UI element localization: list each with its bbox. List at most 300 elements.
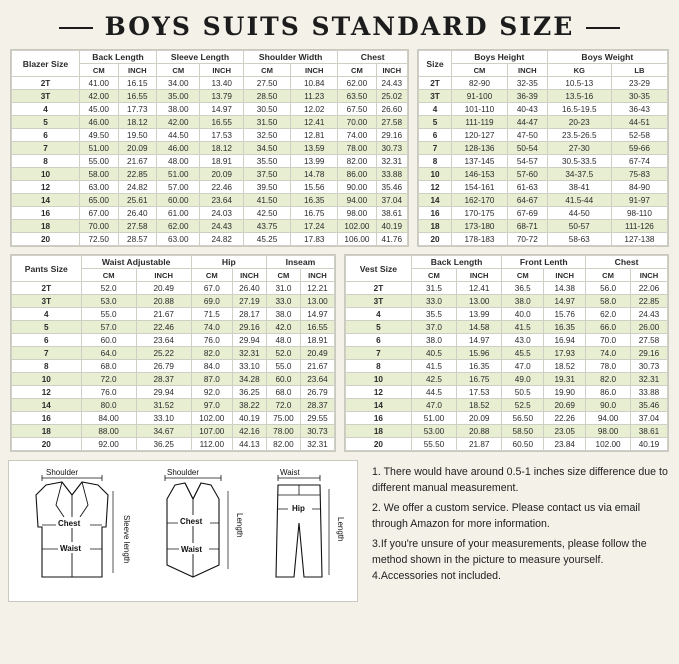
jacket-chest-label: Chest <box>57 519 80 528</box>
table-row <box>419 77 668 90</box>
measure-cell: 87.0 <box>191 373 232 386</box>
size-cell: 7 <box>12 142 80 155</box>
measure-cell: 58-63 <box>547 233 611 246</box>
measure-cell: 38.61 <box>376 207 408 220</box>
measure-cell: 52.0 <box>81 282 136 295</box>
measure-cell: 24.82 <box>118 181 157 194</box>
measure-cell: 65.00 <box>80 194 119 207</box>
measure-cell: 32.31 <box>300 438 334 451</box>
measure-cell: 34.28 <box>232 373 266 386</box>
size-cell: 3T <box>346 295 412 308</box>
measure-cell: 40.19 <box>376 220 408 233</box>
table-row <box>419 181 668 194</box>
measure-cell: 91-97 <box>611 194 667 207</box>
measure-cell: 20.09 <box>200 168 243 181</box>
measure-cell: 35.46 <box>630 399 667 412</box>
measure-cell: 14.38 <box>544 282 586 295</box>
unit-kg: KG <box>547 64 611 77</box>
measure-cell: 13.59 <box>291 142 338 155</box>
measure-cell: 112.00 <box>191 438 232 451</box>
measure-cell: 154-161 <box>451 181 507 194</box>
measure-cell: 84.0 <box>191 360 232 373</box>
measure-cell: 32.31 <box>376 155 408 168</box>
measure-cell: 36.25 <box>232 386 266 399</box>
measure-cell: 29.94 <box>232 334 266 347</box>
measure-cell: 19.90 <box>544 386 586 399</box>
measure-cell: 13.79 <box>200 90 243 103</box>
measure-cell: 92.00 <box>81 438 136 451</box>
pants-length-label: Length <box>336 517 346 542</box>
measure-cell: 20.09 <box>457 412 502 425</box>
measure-cell: 28.37 <box>136 373 191 386</box>
size-cell: 18 <box>346 425 412 438</box>
measure-cell: 76.0 <box>191 334 232 347</box>
unit-cm: CM <box>502 269 544 282</box>
table-row <box>12 155 408 168</box>
pants-table-block <box>10 254 336 452</box>
measure-cell: 51.00 <box>157 168 200 181</box>
measure-cell: 19.31 <box>544 373 586 386</box>
size-cell: 8 <box>346 360 412 373</box>
measure-cell: 27.19 <box>232 295 266 308</box>
measure-cell: 52.0 <box>266 347 300 360</box>
measure-cell: 41.00 <box>80 77 119 90</box>
hw-col-size: Size <box>419 51 452 77</box>
measure-cell: 74.00 <box>338 129 376 142</box>
measure-cell: 42.16 <box>232 425 266 438</box>
measure-cell: 34-37.5 <box>547 168 611 181</box>
measure-cell: 90.0 <box>586 399 631 412</box>
table-row <box>419 220 668 233</box>
measure-cell: 32.31 <box>232 347 266 360</box>
measure-cell: 20.09 <box>118 142 157 155</box>
measure-cell: 23.05 <box>544 425 586 438</box>
measure-cell: 75.00 <box>266 412 300 425</box>
measure-cell: 16.75 <box>457 373 502 386</box>
size-cell: 12 <box>346 386 412 399</box>
measure-cell: 30.50 <box>243 103 290 116</box>
blazer-col-shoulder-width: Shoulder Width <box>243 51 337 64</box>
size-cell: 6 <box>346 334 412 347</box>
pants-hip-label: Hip <box>292 504 306 513</box>
size-cell: 7 <box>346 347 412 360</box>
measure-cell: 98.00 <box>586 425 631 438</box>
table-row <box>12 295 335 308</box>
measure-cell: 58.50 <box>502 425 544 438</box>
measure-cell: 13.00 <box>300 295 334 308</box>
measure-cell: 51.00 <box>411 412 456 425</box>
measure-cell: 94.00 <box>338 194 376 207</box>
size-cell: 8 <box>12 360 82 373</box>
measure-cell: 32.50 <box>243 129 290 142</box>
measure-cell: 162-170 <box>451 194 507 207</box>
measure-cell: 106.00 <box>338 233 376 246</box>
measure-cell: 16.5-19.5 <box>547 103 611 116</box>
measure-cell: 86.00 <box>338 168 376 181</box>
size-cell: 12 <box>12 386 82 399</box>
measure-cell: 82-90 <box>451 77 507 90</box>
table-row <box>12 207 408 220</box>
measure-cell: 64-67 <box>508 194 548 207</box>
measure-cell: 76.0 <box>81 386 136 399</box>
measure-cell: 30.73 <box>300 425 334 438</box>
unit-cm: CM <box>411 269 456 282</box>
table-row <box>419 194 668 207</box>
measure-cell: 31.0 <box>266 282 300 295</box>
blazer-col-back-length: Back Length <box>80 51 157 64</box>
size-cell: 20 <box>346 438 412 451</box>
table-row <box>12 399 335 412</box>
measure-cell: 102.00 <box>191 412 232 425</box>
measure-cell: 23.64 <box>200 194 243 207</box>
measure-cell: 34.50 <box>243 142 290 155</box>
measure-cell: 30.73 <box>376 142 408 155</box>
measure-cell: 92.0 <box>191 386 232 399</box>
size-cell: 12 <box>12 181 80 194</box>
table-row <box>419 90 668 103</box>
measure-cell: 26.79 <box>136 360 191 373</box>
measure-cell: 101-110 <box>451 103 507 116</box>
measure-cell: 24.43 <box>376 77 408 90</box>
measure-cell: 45.5 <box>502 347 544 360</box>
measure-cell: 18.52 <box>457 399 502 412</box>
page-title: BOYS SUITS STANDARD SIZE <box>104 12 575 41</box>
measure-cell: 58.00 <box>80 168 119 181</box>
measure-cell: 16.35 <box>544 321 586 334</box>
vest-col-back-length: Back Length <box>411 256 501 269</box>
table-header-row <box>419 51 668 64</box>
measure-cell: 67-74 <box>611 155 667 168</box>
unit-inch: INCH <box>300 269 334 282</box>
measure-cell: 42.00 <box>80 90 119 103</box>
measure-cell: 21.67 <box>136 308 191 321</box>
measure-cell: 35.5 <box>411 308 456 321</box>
size-cell: 20 <box>419 233 452 246</box>
measure-cell: 35.46 <box>376 181 408 194</box>
measure-cell: 24.03 <box>200 207 243 220</box>
unit-inch: INCH <box>136 269 191 282</box>
table-row <box>346 438 668 451</box>
measure-cell: 46.00 <box>157 142 200 155</box>
size-cell: 14 <box>419 194 452 207</box>
unit-cm: CM <box>191 269 232 282</box>
measure-cell: 97.0 <box>191 399 232 412</box>
measure-cell: 20.88 <box>457 425 502 438</box>
size-cell: 5 <box>12 116 80 129</box>
blazer-col-size: Blazer Size <box>12 51 80 77</box>
measure-cell: 55.00 <box>80 155 119 168</box>
measure-cell: 17.73 <box>118 103 157 116</box>
size-cell: 3T <box>12 90 80 103</box>
measure-cell: 41.5-44 <box>547 194 611 207</box>
measure-cell: 44.13 <box>232 438 266 451</box>
measure-cell: 36.25 <box>136 438 191 451</box>
table-row <box>346 334 668 347</box>
size-cell: 4 <box>12 103 80 116</box>
size-cell: 14 <box>346 399 412 412</box>
table-row <box>346 386 668 399</box>
unit-inch: INCH <box>376 64 408 77</box>
table-header-row <box>12 256 335 269</box>
size-cell: 16 <box>346 412 412 425</box>
table-row <box>419 155 668 168</box>
note-1: 1. There would have around 0.5-1 inches size difference due to different manual measurement. <box>372 466 668 495</box>
size-cell: 10 <box>419 168 452 181</box>
measure-cell: 42.0 <box>266 321 300 334</box>
measure-cell: 58.0 <box>586 295 631 308</box>
vest-col-chest: Chest <box>586 256 668 269</box>
measure-cell: 59-66 <box>611 142 667 155</box>
measure-cell: 48.00 <box>157 155 200 168</box>
measure-cell: 50-57 <box>547 220 611 233</box>
measure-cell: 128-136 <box>451 142 507 155</box>
measure-cell: 18.12 <box>118 116 157 129</box>
page-title-wrap <box>8 6 671 49</box>
measure-cell: 22.85 <box>118 168 157 181</box>
height-weight-table-body <box>419 77 668 246</box>
measure-cell: 70.00 <box>80 220 119 233</box>
measure-cell: 29.16 <box>376 129 408 142</box>
measure-cell: 26.79 <box>300 386 334 399</box>
measure-cell: 67.0 <box>191 282 232 295</box>
measure-cell: 33.0 <box>266 295 300 308</box>
measure-cell: 45.25 <box>243 233 290 246</box>
measure-cell: 40.19 <box>630 438 667 451</box>
measure-cell: 17.53 <box>457 386 502 399</box>
unit-cm: CM <box>451 64 507 77</box>
table-row <box>12 129 408 142</box>
size-cell: 14 <box>12 194 80 207</box>
measure-cell: 25.22 <box>136 347 191 360</box>
measure-cell: 10.5-13 <box>547 77 611 90</box>
measure-cell: 29.16 <box>630 347 667 360</box>
measure-cell: 84-90 <box>611 181 667 194</box>
table-subheader-row <box>419 64 668 77</box>
size-cell: 18 <box>12 220 80 233</box>
size-cell: 5 <box>12 321 82 334</box>
measure-cell: 30.73 <box>630 360 667 373</box>
top-tables-row <box>10 49 669 247</box>
measure-cell: 26.40 <box>232 282 266 295</box>
size-cell: 4 <box>346 308 412 321</box>
measure-cell: 120-127 <box>451 129 507 142</box>
measure-cell: 72.50 <box>80 233 119 246</box>
tables-area <box>8 49 671 452</box>
size-cell: 16 <box>12 412 82 425</box>
measure-cell: 82.0 <box>586 373 631 386</box>
bottom-tables-row <box>10 254 669 452</box>
measure-cell: 61-63 <box>508 181 548 194</box>
measure-cell: 26.00 <box>630 321 667 334</box>
table-row <box>346 412 668 425</box>
size-cell: 2T <box>346 282 412 295</box>
measure-cell: 14.97 <box>457 334 502 347</box>
measure-cell: 23-29 <box>611 77 667 90</box>
measure-cell: 57-60 <box>508 168 548 181</box>
measure-cell: 70-72 <box>508 233 548 246</box>
measure-cell: 17.24 <box>291 220 338 233</box>
pants-size-table <box>11 255 335 451</box>
table-row <box>12 425 335 438</box>
measure-cell: 63.50 <box>338 90 376 103</box>
measure-cell: 22.46 <box>136 321 191 334</box>
measure-cell: 62.00 <box>338 77 376 90</box>
measure-cell: 42.50 <box>243 207 290 220</box>
measure-cell: 44-50 <box>547 207 611 220</box>
measure-cell: 82.00 <box>338 155 376 168</box>
measure-cell: 19.50 <box>118 129 157 142</box>
table-row <box>346 399 668 412</box>
size-cell: 7 <box>419 142 452 155</box>
measure-cell: 41.50 <box>243 194 290 207</box>
measure-cell: 22.85 <box>630 295 667 308</box>
measure-cell: 38.00 <box>157 103 200 116</box>
measure-cell: 15.56 <box>291 181 338 194</box>
measure-cell: 63.00 <box>80 181 119 194</box>
size-cell: 5 <box>346 321 412 334</box>
measure-cell: 23.64 <box>300 373 334 386</box>
measure-cell: 55.0 <box>81 308 136 321</box>
measure-cell: 62.00 <box>157 220 200 233</box>
measure-cell: 15.96 <box>457 347 502 360</box>
measure-cell: 41.5 <box>502 321 544 334</box>
table-row <box>12 347 335 360</box>
measure-cell: 18.91 <box>300 334 334 347</box>
pants-table-body <box>12 282 335 451</box>
measure-cell: 36.5 <box>502 282 544 295</box>
measure-cell: 27.58 <box>630 334 667 347</box>
size-cell: 4 <box>419 103 452 116</box>
measure-cell: 49.50 <box>80 129 119 142</box>
vest-table-body <box>346 282 668 451</box>
unit-cm: CM <box>586 269 631 282</box>
measure-cell: 14.78 <box>291 168 338 181</box>
measure-cell: 17.93 <box>544 347 586 360</box>
vest-length-label: Length <box>234 513 244 538</box>
measure-cell: 17.83 <box>291 233 338 246</box>
measure-cell: 72.0 <box>81 373 136 386</box>
table-header-row <box>346 256 668 269</box>
measure-cell: 24.82 <box>200 233 243 246</box>
size-cell: 4 <box>12 308 82 321</box>
table-header-row <box>12 51 408 64</box>
measure-cell: 55.50 <box>411 438 456 451</box>
measure-cell: 33.0 <box>411 295 456 308</box>
size-cell: 6 <box>12 129 80 142</box>
measure-cell: 44-47 <box>508 116 548 129</box>
measure-cell: 44.5 <box>411 386 456 399</box>
blazer-table-block <box>10 49 409 247</box>
table-row <box>12 103 408 116</box>
size-cell: 18 <box>12 425 82 438</box>
measure-cell: 31.52 <box>136 399 191 412</box>
unit-inch: INCH <box>291 64 338 77</box>
table-row <box>12 194 408 207</box>
unit-inch: INCH <box>232 269 266 282</box>
table-row <box>12 334 335 347</box>
unit-inch: INCH <box>118 64 157 77</box>
table-row <box>12 360 335 373</box>
measure-cell: 35.50 <box>243 155 290 168</box>
measure-cell: 68.0 <box>81 360 136 373</box>
table-row <box>346 373 668 386</box>
size-cell: 20 <box>12 233 80 246</box>
unit-inch: INCH <box>544 269 586 282</box>
measure-cell: 41.5 <box>411 360 456 373</box>
jacket-waist-label: Waist <box>59 544 81 553</box>
table-row <box>419 168 668 181</box>
measure-cell: 78.00 <box>266 425 300 438</box>
measure-cell: 14.58 <box>457 321 502 334</box>
measure-cell: 94.00 <box>586 412 631 425</box>
table-row <box>12 412 335 425</box>
measure-cell: 27-30 <box>547 142 611 155</box>
size-cell: 2T <box>12 77 80 90</box>
measure-cell: 67.50 <box>338 103 376 116</box>
size-cell: 16 <box>12 207 80 220</box>
measure-cell: 21.87 <box>457 438 502 451</box>
size-cell: 20 <box>12 438 82 451</box>
unit-cm: CM <box>81 269 136 282</box>
vest-shoulder-label: Shoulder <box>166 468 200 477</box>
measure-cell: 17.53 <box>200 129 243 142</box>
measure-cell: 44.50 <box>157 129 200 142</box>
measure-cell: 52-58 <box>611 129 667 142</box>
unit-lb: LB <box>611 64 667 77</box>
measure-cell: 13.99 <box>457 308 502 321</box>
measure-cell: 78.00 <box>338 142 376 155</box>
measure-cell: 42.5 <box>411 373 456 386</box>
table-row <box>346 282 668 295</box>
measure-cell: 64.0 <box>81 347 136 360</box>
blazer-col-sleeve-length: Sleeve Length <box>157 51 244 64</box>
measure-cell: 30-35 <box>611 90 667 103</box>
measure-cell: 178-183 <box>451 233 507 246</box>
size-cell: 7 <box>12 347 82 360</box>
measure-cell: 31.5 <box>411 282 456 295</box>
measure-cell: 20.88 <box>136 295 191 308</box>
measure-cell: 12.41 <box>291 116 338 129</box>
pants-col-waist-adjustable: Waist Adjustable <box>81 256 191 269</box>
measure-cell: 54-57 <box>508 155 548 168</box>
size-cell: 8 <box>419 155 452 168</box>
measure-cell: 46.00 <box>80 116 119 129</box>
measure-cell: 34.67 <box>136 425 191 438</box>
size-cell: 10 <box>12 373 82 386</box>
measure-cell: 127-138 <box>611 233 667 246</box>
measure-cell: 60.00 <box>157 194 200 207</box>
measure-cell: 16.55 <box>200 116 243 129</box>
measure-cell: 86.0 <box>586 386 631 399</box>
measure-cell: 48.0 <box>266 334 300 347</box>
measure-cell: 29.55 <box>300 412 334 425</box>
measure-cell: 173-180 <box>451 220 507 233</box>
unit-cm: CM <box>157 64 200 77</box>
pants-col-hip: Hip <box>191 256 266 269</box>
pants-waist-label: Waist <box>280 468 301 477</box>
measure-cell: 107.00 <box>191 425 232 438</box>
measure-cell: 16.35 <box>291 194 338 207</box>
measure-cell: 170-175 <box>451 207 507 220</box>
measure-cell: 38.0 <box>266 308 300 321</box>
table-row <box>12 142 408 155</box>
measure-cell: 72.0 <box>266 399 300 412</box>
pants-col-inseam: Inseam <box>266 256 334 269</box>
measure-cell: 33.10 <box>232 360 266 373</box>
measure-cell: 33.88 <box>630 386 667 399</box>
measure-cell: 16.75 <box>291 207 338 220</box>
measure-cell: 74.0 <box>191 321 232 334</box>
